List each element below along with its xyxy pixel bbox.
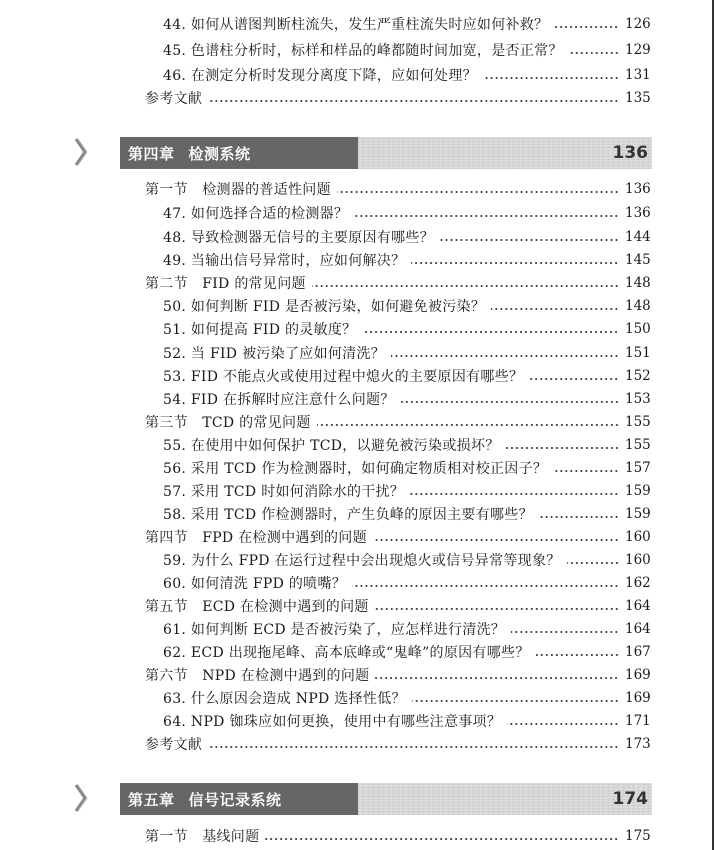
dot-leader [391,355,619,357]
toc-entry-question-45[interactable] [163,39,649,61]
dot-leader [412,700,619,702]
toc-entry-question[interactable] [163,480,649,502]
toc-entry-section[interactable] [145,526,649,548]
toc-entry-page: 136 [625,205,651,221]
toc-entry-label: 53. FID 不能点火或使用过程中熄火的主要原因有哪些？ [163,369,524,385]
dot-leader [554,26,619,28]
toc-entry-page: 152 [625,368,651,384]
toc-entry-page: 164 [625,598,651,614]
dot-leader [373,539,619,541]
toc-entry-label: 45. 色谱柱分析时，标样和样品的峰都随时间加宽，是否正常？ [163,43,563,59]
toc-entry-page: 155 [625,414,651,430]
toc-entry-label: 57. 采用 TCD 时如何消除水的干扰？ [163,484,405,500]
toc-entry-question[interactable] [163,503,649,525]
toc-entry-page: 162 [625,575,651,591]
toc-entry-question[interactable] [163,687,649,709]
toc-entry-page: 131 [625,67,651,83]
dot-leader [529,378,619,380]
toc-entry-page: 148 [625,275,651,291]
toc-entry-label: 参考文献 [145,91,203,107]
toc-entry-page: 171 [625,713,651,729]
toc-entry-page: 151 [625,345,651,361]
toc-entry-section[interactable] [145,595,649,617]
dot-leader [483,77,619,79]
toc-entry-question[interactable] [163,318,649,340]
dot-leader [208,100,619,102]
dot-leader [553,470,619,472]
toc-entry-question[interactable] [163,249,649,271]
dot-leader [539,516,619,518]
toc-entry-page: 169 [625,690,651,706]
toc-entry-page: 160 [625,552,651,568]
toc-entry-section[interactable] [145,178,649,200]
dot-leader [401,401,619,403]
chevron-right-icon [74,784,88,812]
toc-entry-page: 155 [625,437,651,453]
page-edge-border [712,0,714,850]
toc-entry-label: 61. 如何判断 ECD 是否被污染了，应怎样进行清洗？ [163,622,506,638]
toc-entry-question[interactable] [163,572,649,594]
dot-leader [411,262,619,264]
toc-entry-question[interactable] [163,549,649,571]
toc-entry-page: 160 [625,529,651,545]
dot-leader [567,562,619,564]
toc-entry-label: 52. 当 FID 被污染了应如何清洗？ [163,346,386,362]
toc-entry-page: 126 [625,16,651,32]
toc-entry-label: 50. 如何判断 FID 是否被污染，如何避免被污染？ [163,299,486,315]
toc-entry-question[interactable] [163,434,649,456]
toc-entry-label: 第六节 NPD 在检测中遇到的问题 [145,668,370,684]
toc-entry-label: 第二节 FID 的常见问题 [145,276,306,292]
toc-entry-references[interactable] [145,87,649,109]
toc-entry-label: 51. 如何提高 FID 的灵敏度？ [163,322,357,338]
toc-entry-label: 第一节 检测器的普适性问题 [145,182,331,198]
toc-entry-section[interactable] [145,272,649,294]
toc-entry-label: 55. 在使用中如何保护 TCD，以避免被污染或损坏？ [163,438,500,454]
dot-leader [569,52,619,54]
dot-leader [511,631,619,633]
toc-entry-question[interactable] [163,342,649,364]
toc-entry-page: 129 [625,42,651,58]
dot-leader [354,215,619,217]
toc-entry-label: 63. 什么原因会造成 NPD 选择性低？ [163,691,406,707]
toc-entry-question[interactable] [163,295,649,317]
dot-leader [317,424,619,426]
toc-entry-label: 60. 如何清洗 FPD 的喷嘴？ [163,576,347,592]
toc-entry-label: 48. 导致检测器无信号的主要原因有哪些？ [163,230,435,246]
dot-leader [536,654,619,656]
dot-leader [410,493,619,495]
toc-entry-page: 159 [625,483,651,499]
dot-leader [507,723,619,725]
toc-entry-question[interactable] [163,226,649,248]
toc-entry-section[interactable] [145,825,649,847]
toc-entry-question[interactable] [163,365,649,387]
dot-leader [506,447,619,449]
chapter-banner-5[interactable] [120,783,652,815]
dot-leader [337,191,619,193]
toc-entry-label: 58. 采用 TCD 作检测器时，产生负峰的原因主要有哪些？ [163,507,533,523]
chapter-title: 信号记录系统 [188,790,282,809]
toc-entry-page: 159 [625,506,651,522]
chapter-title-block [120,783,358,815]
chapter-page: 136 [612,143,648,163]
toc-entry-page: 169 [625,667,651,683]
toc-entry-question[interactable] [163,618,649,640]
toc-entry-label: 64. NPD 铷珠应如何更换，使用中有哪些注意事项？ [163,714,502,730]
toc-entry-label: 参考文献 [145,737,203,753]
toc-entry-label: 62. ECD 出现拖尾峰、高本底峰或“鬼峰”的原因有哪些？ [163,645,530,661]
chapter-title: 检测系统 [188,144,251,163]
toc-entry-page: 136 [625,181,651,197]
toc-entry-page: 173 [625,736,651,752]
dot-leader [362,331,619,333]
toc-entry-label: 54. FID 在拆解时应注意什么问题？ [163,392,395,408]
toc-entry-question[interactable] [163,202,649,224]
toc-entry-page: 157 [625,460,651,476]
toc-entry-page: 145 [625,252,651,268]
dot-leader [440,239,619,241]
toc-entry-label: 56. 采用 TCD 作为检测器时，如何确定物质相对校正因子？ [163,461,548,477]
chapter-page: 174 [612,789,648,809]
toc-entry-question[interactable] [163,457,649,479]
toc-entry-label: 47. 如何选择合适的检测器？ [163,206,349,222]
toc-entry-question[interactable] [163,388,649,410]
toc-entry-page: 135 [625,90,651,106]
dot-leader [265,838,619,840]
toc-entry-page: 144 [625,229,651,245]
dot-leader [208,746,619,748]
toc-entry-label: 第一节 基线问题 [145,829,260,845]
toc-entry-section[interactable] [145,411,649,433]
toc-entry-page: 167 [625,644,651,660]
toc-entry-question[interactable] [163,710,649,732]
toc-entry-page: 153 [625,391,651,407]
toc-entry-question-46[interactable] [163,64,649,86]
toc-entry-label: 44. 如何从谱图判断柱流失，发生严重柱流失时应如何补救？ [163,17,549,33]
toc-entry-page: 150 [625,321,651,337]
toc-entry-question-44[interactable] [163,13,649,35]
dot-leader [352,585,619,587]
chapter-title-block [120,137,358,169]
chapter-banner-4[interactable] [120,137,652,169]
dot-leader [491,308,619,310]
toc-entry-label: 第四节 FPD 在检测中遇到的问题 [145,530,367,546]
toc-entry-section[interactable] [145,664,649,686]
chevron-right-icon [74,138,88,166]
toc-entry-page: 148 [625,298,651,314]
toc-entry-page: 164 [625,621,651,637]
dot-leader [375,677,619,679]
toc-entry-label: 46. 在测定分析时发现分离度下降，应如何处理？ [163,68,477,84]
toc-entry-label: 第五节 ECD 在检测中遇到的问题 [145,599,369,615]
toc-entry-page: 175 [625,828,651,844]
toc-entry-references[interactable] [145,733,649,755]
toc-entry-label: 第三节 TCD 的常见问题 [145,415,311,431]
toc-entry-question[interactable] [163,641,649,663]
dot-leader [375,608,619,610]
chapter-number: 第四章 [128,144,175,163]
toc-entry-label: 49. 当输出信号异常时，应如何解决？ [163,253,406,269]
chapter-number: 第五章 [128,790,175,809]
toc-entry-label: 59. 为什么 FPD 在运行过程中会出现熄火或信号异常等现象？ [163,553,561,569]
dot-leader [312,285,619,287]
